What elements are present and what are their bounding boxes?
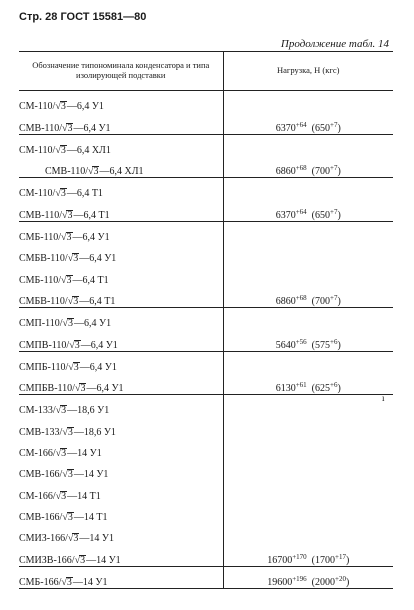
load-value <box>223 566 393 588</box>
capacitor-designation <box>19 286 223 308</box>
table-row <box>19 566 393 588</box>
designation-suffix: —14 Т1 <box>73 511 108 523</box>
radical-sign: 3 <box>61 448 67 460</box>
load-newtons: 6370 <box>275 209 296 221</box>
designation-prefix: СМВ-110/ <box>45 166 88 178</box>
capacitor-designation <box>19 112 223 134</box>
sqrt-icon: √ <box>61 576 67 588</box>
radical-sign: 3 <box>66 232 72 244</box>
capacitor-designation <box>19 156 223 178</box>
capacitor-designation <box>19 307 223 329</box>
load-newtons-tolerance: +64 <box>295 120 307 129</box>
radical-sign: 3 <box>67 426 73 438</box>
radical-sign: 3 <box>66 576 72 588</box>
designation-prefix: СМП-110/ <box>19 318 63 330</box>
load-newtons: 6130 <box>275 383 296 395</box>
load-newtons: 6860 <box>275 166 296 178</box>
load-kgs-close: ) <box>337 295 341 307</box>
load-newtons-tolerance: +68 <box>295 293 307 302</box>
sqrt-icon: √ <box>61 274 67 286</box>
radical-sign: 3 <box>80 383 86 395</box>
designation-suffix: —6,4 У1 <box>66 101 104 113</box>
radical-sign: 3 <box>67 209 73 221</box>
designation-suffix: —6,4 Т1 <box>79 295 116 307</box>
radical-sign: 3 <box>68 318 74 330</box>
load-newtons: 19600 <box>267 576 293 588</box>
radical-sign: 3 <box>80 554 86 566</box>
table-row <box>19 221 393 243</box>
capacitor-designation <box>19 395 223 417</box>
load-newtons-tolerance: +64 <box>295 207 307 216</box>
load-kgs-close: ) <box>345 554 350 566</box>
load-kgs: (700 <box>311 295 330 307</box>
column-header-designation: Обозначение типономинала конденсатора и типа изолирующей подставки <box>19 52 223 91</box>
designation-suffix: —6,4 У1 <box>79 361 117 373</box>
designation-suffix: —6,4 У1 <box>86 383 124 395</box>
load-kgs: (625 <box>311 383 330 395</box>
load-value <box>223 134 393 178</box>
sqrt-icon: √ <box>61 232 67 244</box>
designation-prefix: СМ-110/ <box>19 188 56 200</box>
designation-prefix: СМБВ-110/ <box>19 295 68 307</box>
sqrt-icon: √ <box>62 318 69 330</box>
capacitor-designation <box>19 480 223 501</box>
designation-suffix: —6,4 Т1 <box>66 188 103 200</box>
sqrt-icon: √ <box>69 339 75 351</box>
capacitor-designation <box>19 221 223 243</box>
load-value <box>223 221 393 307</box>
sqrt-icon: √ <box>55 490 62 502</box>
load-kgs: (2000 <box>311 576 335 588</box>
sqrt-icon: √ <box>62 426 68 438</box>
radical-sign: 3 <box>60 101 66 113</box>
load-value <box>223 351 393 395</box>
designation-prefix: СМБ-110/ <box>19 232 62 244</box>
load-kgs-close: ) <box>337 209 341 221</box>
designation-prefix: СМИЗ-166/ <box>19 533 68 545</box>
radical-sign: 3 <box>67 511 73 523</box>
capacitor-designation <box>19 459 223 480</box>
capacitor-designation <box>19 373 223 395</box>
load-kgs-tolerance: +7 <box>330 293 338 302</box>
load-newtons-tolerance: +170 <box>292 552 307 561</box>
load-newtons-tolerance: +196 <box>292 574 307 583</box>
sqrt-icon: √ <box>67 295 74 307</box>
radical-sign: 3 <box>60 144 66 156</box>
designation-prefix: СМБВ-110/ <box>19 253 68 265</box>
capacitor-designation <box>19 502 223 523</box>
load-kgs: (650 <box>311 209 330 221</box>
capacitor-designation <box>19 438 223 459</box>
designation-prefix: СМПБВ-110/ <box>19 383 75 395</box>
designation-prefix: СМВ-133/ <box>19 426 63 438</box>
load-kgs-close: ) <box>337 166 341 178</box>
stray-mark: ı <box>382 393 385 403</box>
table-row <box>19 91 393 113</box>
capacitor-designation <box>19 243 223 264</box>
sqrt-icon: √ <box>67 533 74 545</box>
load-kgs-tolerance: +17 <box>335 552 346 561</box>
designation-suffix: —14 У1 <box>67 448 102 460</box>
designation-suffix: —14 У1 <box>73 469 109 481</box>
load-kgs-close: ) <box>337 383 341 395</box>
designation-prefix: СМ-133/ <box>19 405 56 417</box>
designation-suffix: —6,4 Т1 <box>72 274 109 286</box>
sqrt-icon: √ <box>87 166 94 178</box>
load-value <box>223 307 393 351</box>
capacitor-designation <box>19 544 223 566</box>
load-kgs-tolerance: +6 <box>330 337 338 346</box>
load-kgs: (1700 <box>311 554 335 566</box>
designation-suffix: —14 У1 <box>79 533 114 545</box>
capacitor-designation <box>19 351 223 373</box>
load-kgs-tolerance: +7 <box>330 164 338 173</box>
radical-sign: 3 <box>60 188 66 200</box>
designation-suffix: —18,6 У1 <box>73 426 116 438</box>
sqrt-icon: √ <box>55 188 61 200</box>
designation-suffix: —6,4 ХЛ1 <box>99 166 144 178</box>
capacitor-designation <box>19 199 223 221</box>
capacitor-designation <box>19 178 223 200</box>
load-kgs-tolerance: +20 <box>335 574 346 583</box>
designation-suffix: —6,4 У1 <box>80 339 118 351</box>
designation-prefix: СМ-166/ <box>19 448 56 460</box>
load-kgs-close: ) <box>337 339 341 351</box>
column-header-load: Нагрузка, Н (кгс) <box>223 52 393 91</box>
radical-sign: 3 <box>67 469 73 481</box>
capacitor-designation <box>19 523 223 544</box>
radical-sign: 3 <box>93 166 99 178</box>
load-value <box>223 91 393 135</box>
radical-sign: 3 <box>73 253 79 265</box>
sqrt-icon: √ <box>55 405 62 417</box>
radical-sign: 3 <box>67 122 73 134</box>
designation-suffix: —14 У1 <box>86 554 121 566</box>
capacitor-designation <box>19 566 223 588</box>
table-row <box>19 134 393 156</box>
designation-suffix: —14 Т1 <box>67 490 101 502</box>
table-row <box>19 178 393 200</box>
load-newtons: 6860 <box>275 295 296 307</box>
table-header-row <box>19 52 393 91</box>
continuation-note: Продолжение табл. 14 <box>280 38 389 50</box>
load-kgs-tolerance: +7 <box>330 207 338 216</box>
sqrt-icon: √ <box>67 253 74 265</box>
radical-sign: 3 <box>73 361 79 373</box>
load-newtons-tolerance: +56 <box>295 337 307 346</box>
designation-suffix: —6,4 ХЛ1 <box>66 144 111 156</box>
capacitor-designation <box>19 134 223 156</box>
spec-table <box>19 51 393 589</box>
sqrt-icon: √ <box>74 383 81 395</box>
designation-suffix: —18,6 У1 <box>67 405 110 417</box>
load-newtons: 16700 <box>267 554 293 566</box>
capacitor-designation <box>19 416 223 437</box>
designation-suffix: —6,4 У1 <box>73 122 111 134</box>
designation-prefix: СМИЗВ-166/ <box>19 554 75 566</box>
designation-prefix: СМ-166/ <box>19 490 56 502</box>
table-body <box>19 91 393 589</box>
sqrt-icon: √ <box>62 469 68 481</box>
sqrt-icon: √ <box>62 511 68 523</box>
load-kgs-close: ) <box>345 576 350 588</box>
designation-prefix: СМПВ-110/ <box>19 339 70 351</box>
load-kgs: (700 <box>311 166 330 178</box>
load-newtons-tolerance: +61 <box>295 381 307 390</box>
designation-prefix: СМБ-166/ <box>19 576 62 588</box>
load-value <box>223 395 393 566</box>
designation-prefix: СМВ-166/ <box>19 469 63 481</box>
designation-suffix: —14 У1 <box>72 576 108 588</box>
designation-prefix: СМПБ-110/ <box>19 361 69 373</box>
sqrt-icon: √ <box>61 122 68 134</box>
load-newtons: 5640 <box>275 339 296 351</box>
radical-sign: 3 <box>66 274 72 286</box>
load-kgs: (650 <box>311 122 330 134</box>
designation-prefix: СМВ-110/ <box>19 209 62 221</box>
designation-suffix: —6,4 Т1 <box>73 209 110 221</box>
sqrt-icon: √ <box>55 448 62 460</box>
sqrt-icon: √ <box>55 101 61 113</box>
load-newtons-tolerance: +68 <box>295 164 307 173</box>
capacitor-designation <box>19 91 223 113</box>
capacitor-designation <box>19 329 223 351</box>
sqrt-icon: √ <box>74 554 81 566</box>
sqrt-icon: √ <box>55 144 61 156</box>
designation-prefix: СМВ-110/ <box>19 122 62 134</box>
radical-sign: 3 <box>73 533 79 545</box>
load-newtons: 6370 <box>275 122 296 134</box>
designation-suffix: —6,4 У1 <box>79 253 117 265</box>
designation-prefix: СМБ-110/ <box>19 274 62 286</box>
designation-suffix: —6,4 У1 <box>72 232 110 244</box>
designation-prefix: СМ-110/ <box>19 144 56 156</box>
radical-sign: 3 <box>73 295 79 307</box>
load-kgs-tolerance: +6 <box>330 381 338 390</box>
radical-sign: 3 <box>61 405 67 417</box>
load-kgs: (575 <box>311 339 330 351</box>
table-row <box>19 351 393 373</box>
table-row <box>19 395 393 417</box>
sqrt-icon: √ <box>68 361 74 373</box>
page-header: Стр. 28 ГОСТ 15581—80 <box>19 11 147 23</box>
sqrt-icon: √ <box>61 209 68 221</box>
load-kgs-close: ) <box>337 122 341 134</box>
designation-suffix: —6,4 У1 <box>74 318 112 330</box>
designation-prefix: СМ-110/ <box>19 101 56 113</box>
table-row <box>19 307 393 329</box>
designation-prefix: СМВ-166/ <box>19 511 63 523</box>
radical-sign: 3 <box>61 490 67 502</box>
capacitor-designation <box>19 264 223 285</box>
load-kgs-tolerance: +7 <box>330 120 338 129</box>
load-value <box>223 178 393 222</box>
radical-sign: 3 <box>74 339 80 351</box>
